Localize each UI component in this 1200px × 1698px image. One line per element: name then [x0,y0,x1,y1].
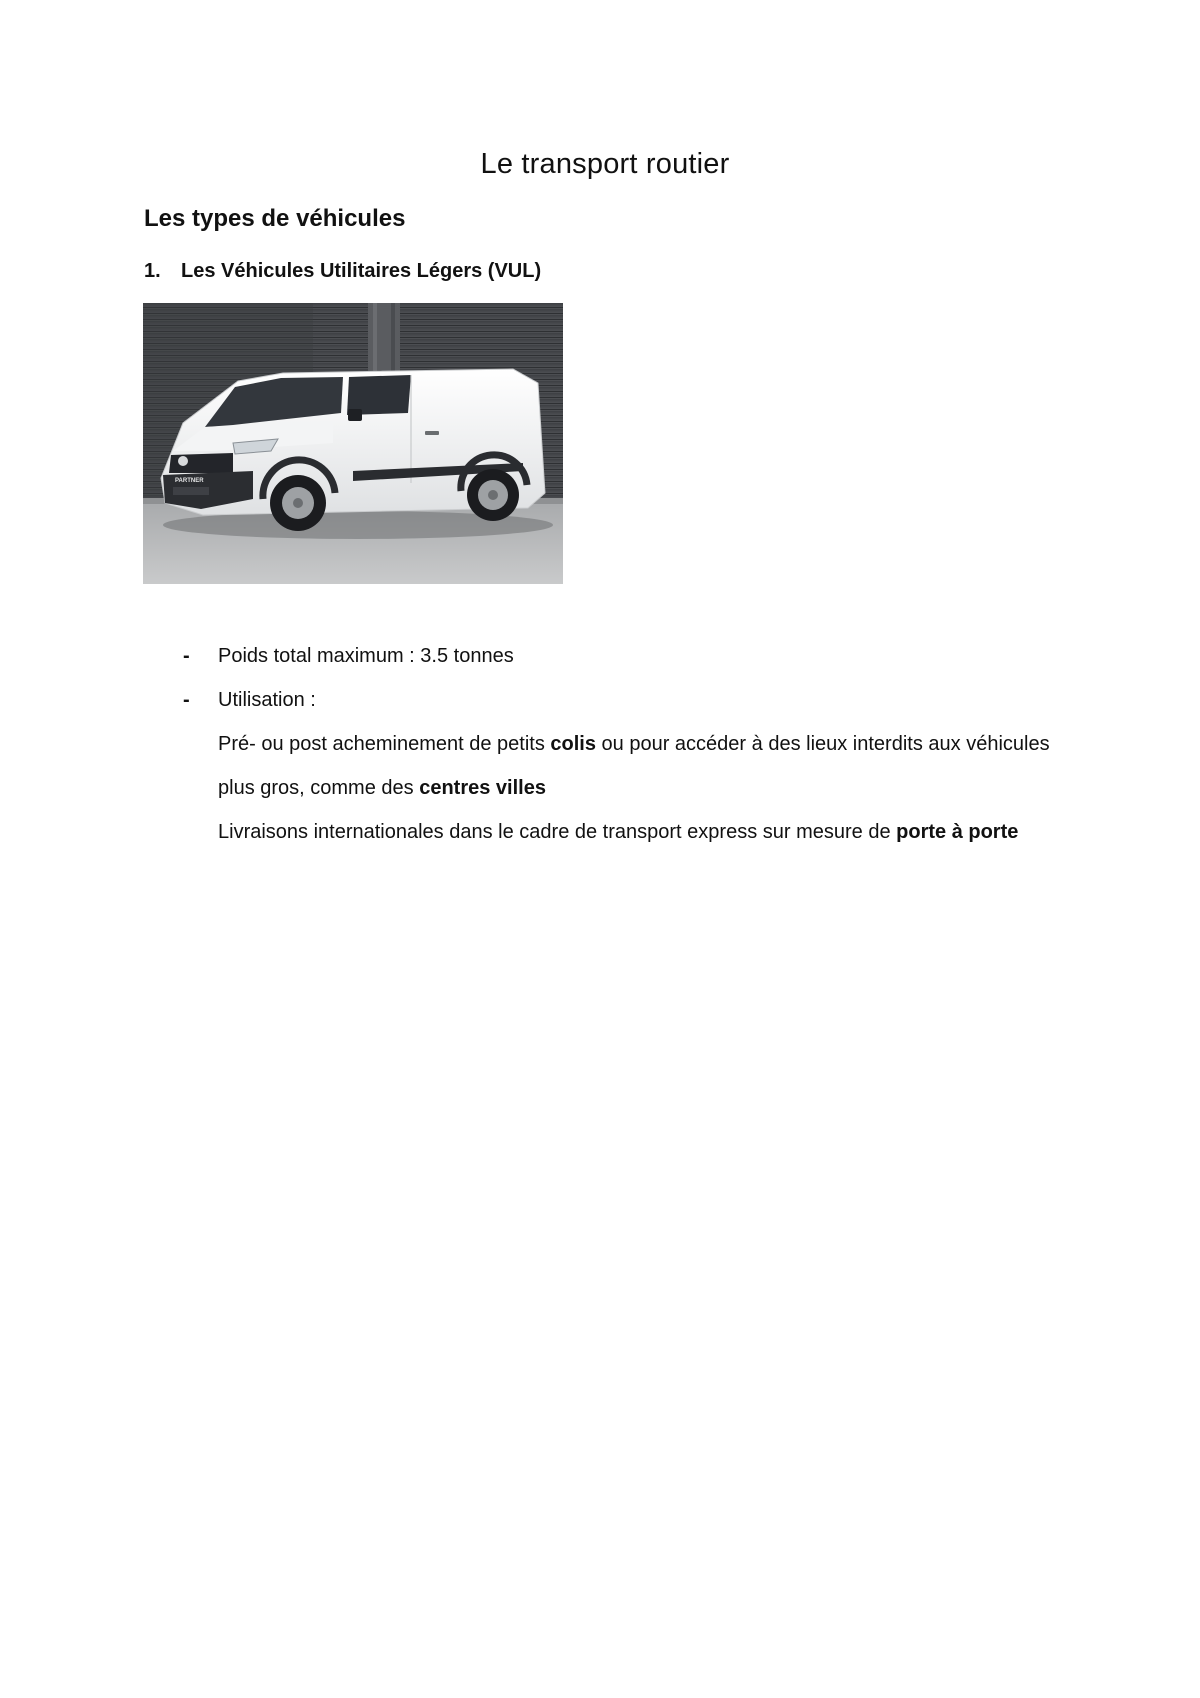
bullet-item-usage [183,678,1083,854]
bullet-item-weight [183,634,1083,678]
van-photo [143,303,563,584]
bullet-label: Utilisation : [218,689,316,711]
text-run: ou pour accéder à des lieux interdits aux véhicules plus gros, comme des [218,733,1050,799]
subsection-heading [144,260,541,283]
subsection-number: 1. [144,260,161,282]
bullet-text: Poids total maximum : 3.5 tonnes [218,645,514,667]
bold-run: centres villes [419,777,546,799]
text-run: Livraisons internationales dans le cadre de transport express sur mesure de [218,821,897,843]
bullet-dash: - [183,645,190,667]
subsection-label: Les Véhicules Utilitaires Légers (VUL) [181,260,542,282]
usage-paragraph-2 [218,810,1083,854]
document-title: Le transport routier [480,148,730,180]
bullet-dash: - [183,689,190,711]
bold-run: colis [550,733,596,755]
section-title: Les types de véhicules [144,205,406,232]
bullet-list [183,634,1083,854]
bold-run: porte à porte [896,821,1019,843]
usage-paragraph-1 [218,722,1083,810]
text-run: Pré- ou post acheminement de petits [218,733,551,755]
van-badge-text: PARTNER [175,478,204,484]
